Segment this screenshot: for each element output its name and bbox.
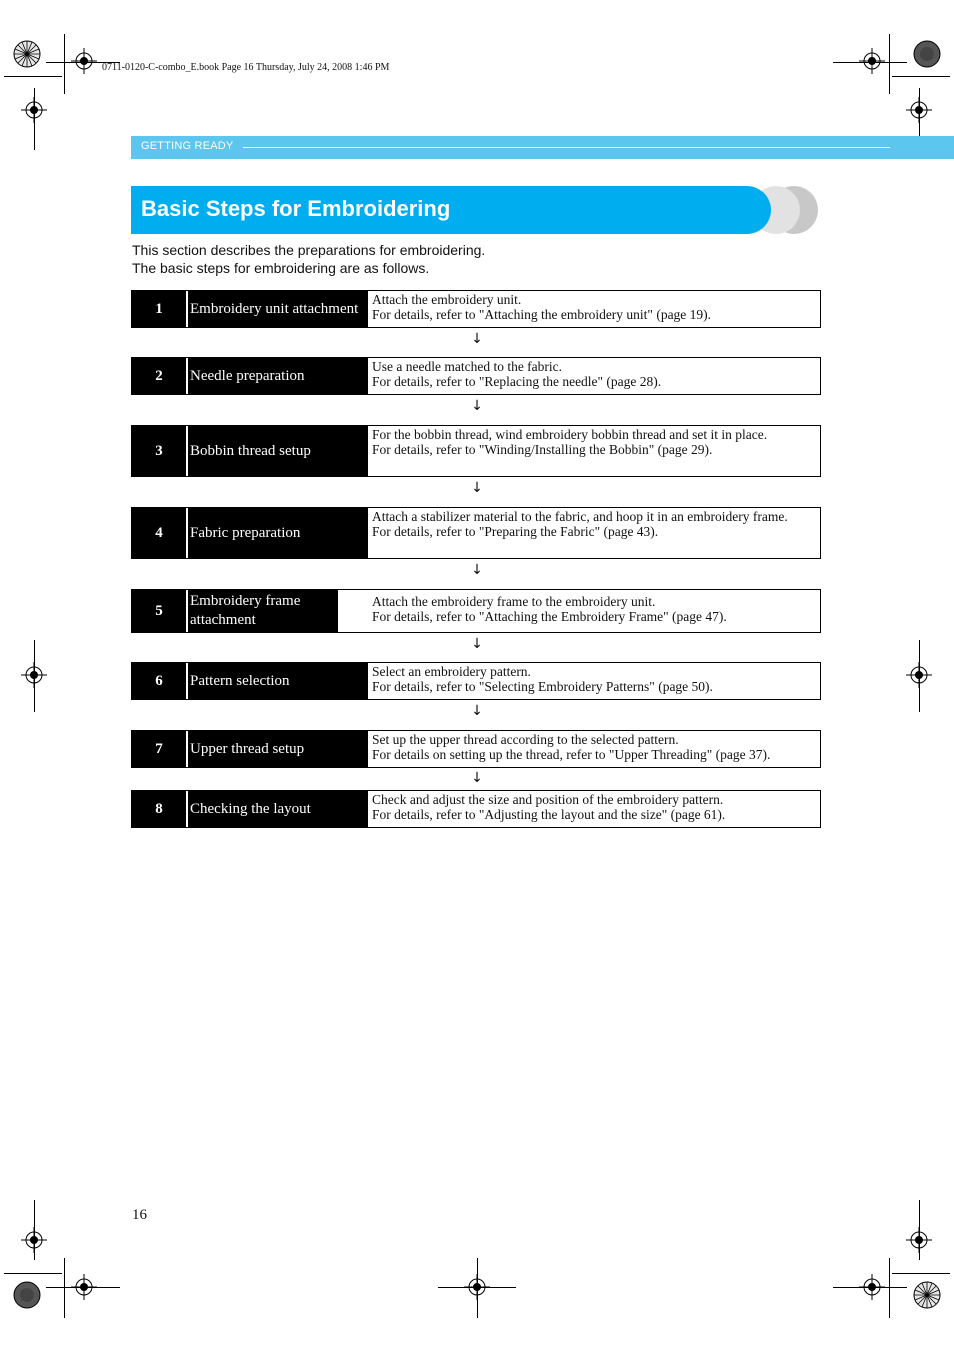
color-rosette-icon xyxy=(13,1281,41,1309)
step-description-line: For details, refer to "Selecting Embroidery Patterns" (page 50). xyxy=(372,678,713,694)
step-description-line: Set up the upper thread according to the selected pattern. xyxy=(372,732,679,747)
step-row xyxy=(131,730,821,768)
step-name: Upper thread setup xyxy=(188,731,368,767)
color-rosette-icon xyxy=(913,1281,941,1309)
down-arrow-icon: ↓ xyxy=(471,770,483,786)
page-number: 16 xyxy=(132,1207,147,1223)
section-rule xyxy=(243,147,890,148)
step-description-line: Attach the embroidery frame to the embroidery unit. xyxy=(372,594,656,609)
intro-line: This section describes the preparations for embroidering. xyxy=(132,242,486,258)
step-description-line: For details, refer to "Attaching the Embroidery Frame" (page 47). xyxy=(372,608,727,624)
section-label: GETTING READY xyxy=(141,140,234,152)
step-name: Fabric preparation xyxy=(188,508,368,558)
step-description-line: For details on setting up the thread, refer to "Upper Threading" (page 37). xyxy=(372,746,771,762)
step-description-line: For details, refer to "Adjusting the layout and the size" (page 61). xyxy=(372,806,726,822)
step-number: 3 xyxy=(132,426,188,476)
down-arrow-icon: ↓ xyxy=(471,331,483,347)
step-number: 1 xyxy=(132,291,188,327)
step-description xyxy=(370,731,820,767)
down-arrow-icon: ↓ xyxy=(471,636,483,652)
step-number: 2 xyxy=(132,358,188,394)
step-description-line: For details, refer to "Preparing the Fabric" (page 43). xyxy=(372,523,659,539)
step-row xyxy=(131,589,821,633)
registration-target-icon xyxy=(906,97,932,123)
step-number: 5 xyxy=(132,590,188,632)
print-info: 0711-0120-C-combo_E.book Page 16 Thursday, July 24, 2008 1:46 PM xyxy=(102,62,390,73)
down-arrow-icon: ↓ xyxy=(471,562,483,578)
step-name: Embroidery frame attachment xyxy=(188,590,338,632)
step-number: 8 xyxy=(132,791,188,827)
step-row xyxy=(131,507,821,559)
step-description xyxy=(370,590,820,632)
section-header-band xyxy=(131,136,954,159)
registration-target-icon xyxy=(21,1227,47,1253)
intro-line: The basic steps for embroidering are as follows. xyxy=(132,260,430,276)
step-description xyxy=(370,426,820,476)
registration-target-icon xyxy=(21,662,47,688)
step-description xyxy=(370,358,820,394)
step-number: 7 xyxy=(132,731,188,767)
color-rosette-icon xyxy=(913,40,941,68)
step-description-line: Attach the embroidery unit. xyxy=(372,292,522,307)
intro-text xyxy=(132,241,732,277)
registration-target-icon xyxy=(906,662,932,688)
step-name: Pattern selection xyxy=(188,663,368,699)
step-description-line: For details, refer to "Attaching the embroidery unit" (page 19). xyxy=(372,306,712,322)
step-name: Needle preparation xyxy=(188,358,368,394)
step-description xyxy=(370,508,820,558)
registration-target-icon xyxy=(71,48,97,74)
down-arrow-icon: ↓ xyxy=(471,398,483,414)
step-name: Bobbin thread setup xyxy=(188,426,368,476)
step-description xyxy=(370,663,820,699)
registration-target-icon xyxy=(906,1227,932,1253)
registration-target-icon xyxy=(21,97,47,123)
step-description-line: For details, refer to "Replacing the needle" (page 28). xyxy=(372,373,662,389)
step-number: 6 xyxy=(132,663,188,699)
down-arrow-icon: ↓ xyxy=(471,703,483,719)
color-rosette-icon xyxy=(13,40,41,68)
step-row xyxy=(131,290,821,328)
step-row xyxy=(131,790,821,828)
step-description-line: Check and adjust the size and position of the embroidery pattern. xyxy=(372,792,724,807)
step-row xyxy=(131,357,821,395)
step-name: Checking the layout xyxy=(188,791,368,827)
step-row xyxy=(131,425,821,477)
step-description-line: Select an embroidery pattern. xyxy=(372,664,531,679)
step-number: 4 xyxy=(132,508,188,558)
step-row xyxy=(131,662,821,700)
step-description-line: Use a needle matched to the fabric. xyxy=(372,359,563,374)
step-description xyxy=(370,291,820,327)
title-bar xyxy=(131,186,771,234)
page-title: Basic Steps for Embroidering xyxy=(141,196,451,221)
step-description-line: For the bobbin thread, wind embroidery bobbin thread and set it in place. xyxy=(372,427,768,442)
step-description-line: For details, refer to "Winding/Installing the Bobbin" (page 29). xyxy=(372,441,713,457)
registration-target-icon xyxy=(859,48,885,74)
step-description-line: Attach a stabilizer material to the fabric, and hoop it in an embroidery frame. xyxy=(372,509,788,524)
down-arrow-icon: ↓ xyxy=(471,480,483,496)
step-name: Embroidery unit attachment xyxy=(188,291,368,327)
step-description xyxy=(370,791,820,827)
